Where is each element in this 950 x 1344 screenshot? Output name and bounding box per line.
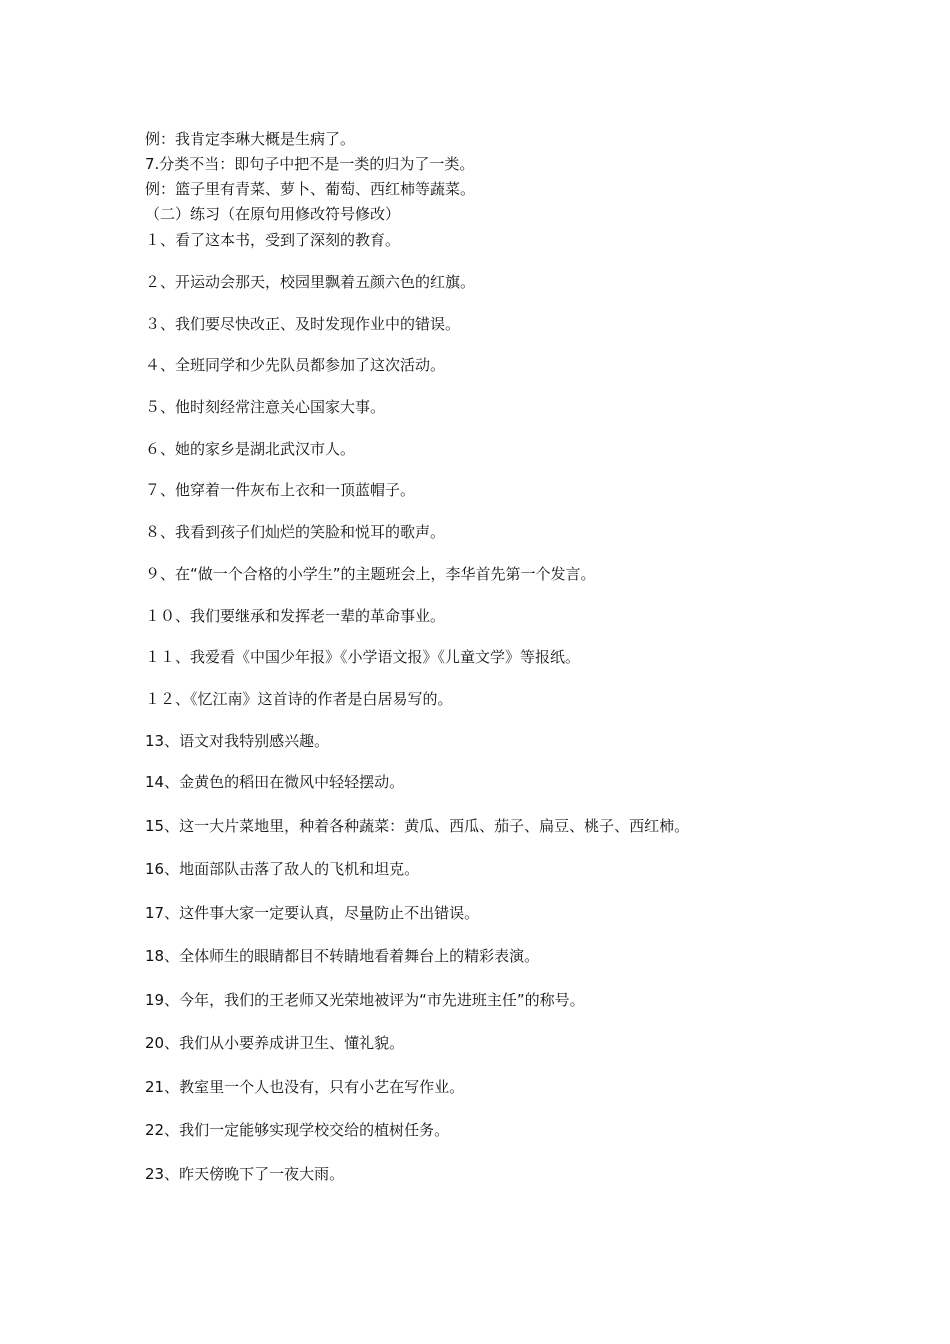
exercise-item: １２、《忆江南》这首诗的作者是白居易写的。 (145, 690, 453, 708)
exercise-item: ４、全班同学和少先队员都参加了这次活动。 (145, 356, 446, 374)
exercise-item: 18、全体师生的眼睛都目不转睛地看着舞台上的精彩表演。 (145, 947, 540, 965)
exercise-item: １、看了这本书，受到了深刻的教育。 (145, 231, 401, 249)
exercise-item: ２、开运动会那天，校园里飘着五颜六色的红旗。 (145, 273, 476, 291)
exercise-item: 19、今年，我们的王老师又光荣地被评为“市先进班主任”的称号。 (145, 991, 585, 1009)
example-line: 例：我肯定李琳大概是生病了。 (145, 130, 356, 148)
exercise-item: １１、我爱看《中国少年报》《小学语文报》《儿童文学》等报纸。 (145, 648, 581, 666)
rule-heading: 7.分类不当：即句子中把不是一类的归为了一类。 (145, 155, 475, 173)
exercise-item: ９、在“做一个合格的小学生”的主题班会上，李华首先第一个发言。 (145, 565, 596, 583)
exercise-item: ３、我们要尽快改正、及时发现作业中的错误。 (145, 315, 461, 333)
exercise-item: ６、她的家乡是湖北武汉市人。 (145, 440, 356, 458)
exercise-item: 22、我们一定能够实现学校交给的植树任务。 (145, 1121, 450, 1139)
exercise-item: ８、我看到孩子们灿烂的笑脸和悦耳的歌声。 (145, 523, 446, 541)
exercise-item: 13、语文对我特别感兴趣。 (145, 732, 330, 750)
exercise-item: 17、这件事大家一定要认真，尽量防止不出错误。 (145, 904, 480, 922)
exercise-item: 23、昨天傍晚下了一夜大雨。 (145, 1165, 345, 1183)
exercise-item: 14、金黄色的稻田在微风中轻轻摆动。 (145, 773, 405, 791)
exercise-item: ５、他时刻经常注意关心国家大事。 (145, 398, 386, 416)
exercise-item: ７、他穿着一件灰布上衣和一顶蓝帽子。 (145, 481, 416, 499)
exercise-item: 16、地面部队击落了敌人的飞机和坦克。 (145, 860, 420, 878)
exercise-item: 15、这一大片菜地里，种着各种蔬菜：黄瓜、西瓜、茄子、扁豆、桃子、西红柿。 (145, 817, 690, 835)
section-heading: （二）练习（在原句用修改符号修改） (145, 205, 401, 223)
exercise-item: 21、教室里一个人也没有，只有小艺在写作业。 (145, 1078, 465, 1096)
exercise-item: 20、我们从小要养成讲卫生、懂礼貌。 (145, 1034, 405, 1052)
exercise-item: １０、我们要继承和发挥老一辈的革命事业。 (145, 607, 446, 625)
example-line: 例：篮子里有青菜、萝卜、葡萄、西红柿等蔬菜。 (145, 180, 476, 198)
